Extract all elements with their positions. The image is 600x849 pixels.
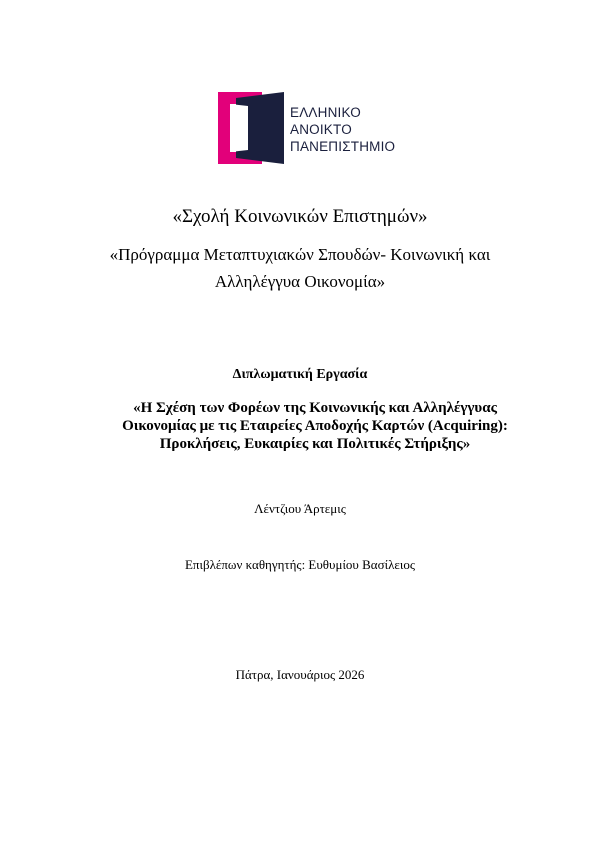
thesis-title: «Η Σχέση των Φορέων της Κοινωνικής και Αλληλέγγυας Οικονομίας με τις Εταιρείες Αποδοχής Καρτών (Acquiring): Προκλήσεις, Ευκαιρίες και Πολιτικές Στήριξης»: [122, 400, 508, 452]
university-logo: [218, 92, 418, 164]
school-name: «Σχολή Κοινωνικών Επιστημών»: [172, 206, 428, 227]
program-name-line-1: «Πρόγραμμα Μεταπτυχιακών Σπουδών- Κοινωνική και: [109, 245, 491, 264]
place-date: Πάτρα, Ιανουάριος 2026: [235, 667, 365, 682]
logo-line-3: ΠΑΝΕΠΙΣΤΗΜΙΟ: [290, 139, 396, 154]
program-name-line-2: Αλληλέγγυα Οικονομία»: [214, 272, 386, 291]
logo-line-1: ΕΛΛΗΝΙΚΟ: [290, 105, 361, 120]
thesis-label: Διπλωματική Εργασία: [232, 367, 368, 382]
logo-line-2: ΑΝΟΙΚΤΟ: [290, 122, 352, 137]
logo-emblem-icon: [218, 92, 286, 164]
logo-wordmark: [290, 104, 395, 155]
supervisor: Επιβλέπων καθηγητής: Ευθυμίου Βασίλειος: [184, 557, 416, 572]
author-name: Λέντζιου Άρτεμις: [254, 501, 346, 516]
